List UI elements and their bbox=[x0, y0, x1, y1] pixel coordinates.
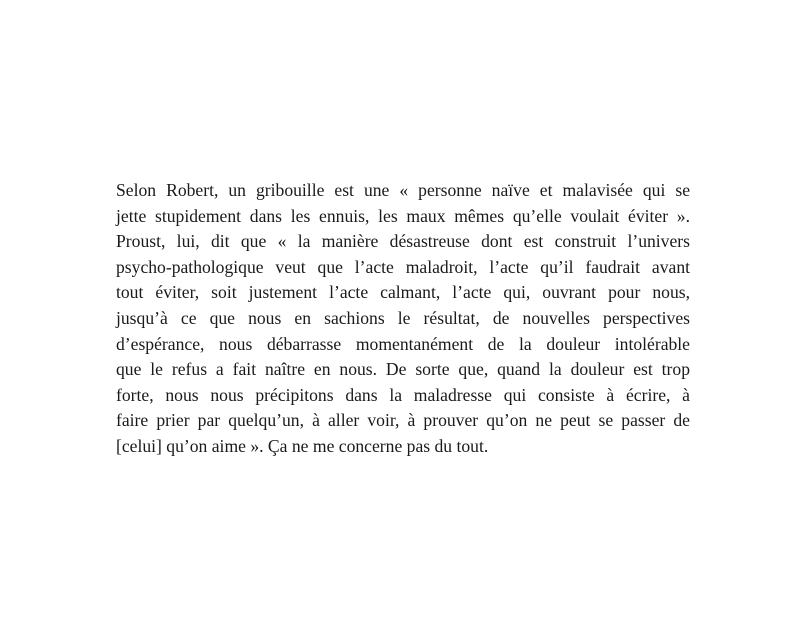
paragraph-line: jette stupidement dans les ennuis, les maux mêmes qu’elle voulait éviter ». bbox=[116, 205, 690, 226]
paragraph-line: Selon Robert, un gribouille est une « personne naïve et malavisée qui se bbox=[116, 180, 690, 200]
paragraph-line: jusqu’à ce que nous en sachions le résultat, de nouvelles perspectives bbox=[116, 307, 690, 328]
paragraph-line-last: [celui] qu’on aime ». Ça ne me concerne pas du tout. bbox=[116, 435, 489, 456]
paragraph-line: d’espérance, nous débarrasse momentanément de la douleur intolérable bbox=[116, 333, 690, 354]
paragraph-line: que le refus a fait naître en nous. De sorte que, quand la douleur est trop bbox=[116, 359, 690, 380]
paragraph-line: forte, nous nous précipitons dans la maladresse qui consiste à écrire, à bbox=[116, 384, 690, 405]
paragraph-line: psycho-pathologique veut que l’acte maladroit, l’acte qu’il faudrait avant bbox=[116, 256, 690, 277]
body-paragraph bbox=[116, 178, 690, 460]
paragraph-line: Proust, lui, dit que « la manière désastreuse dont est construit l’univers bbox=[116, 231, 690, 252]
paragraph-line: faire prier par quelqu’un, à aller voir, à prouver qu’on ne peut se passer de bbox=[116, 410, 690, 431]
paragraph-line: tout éviter, soit justement l’acte calmant, l’acte qui, ouvrant pour nous, bbox=[116, 282, 690, 303]
